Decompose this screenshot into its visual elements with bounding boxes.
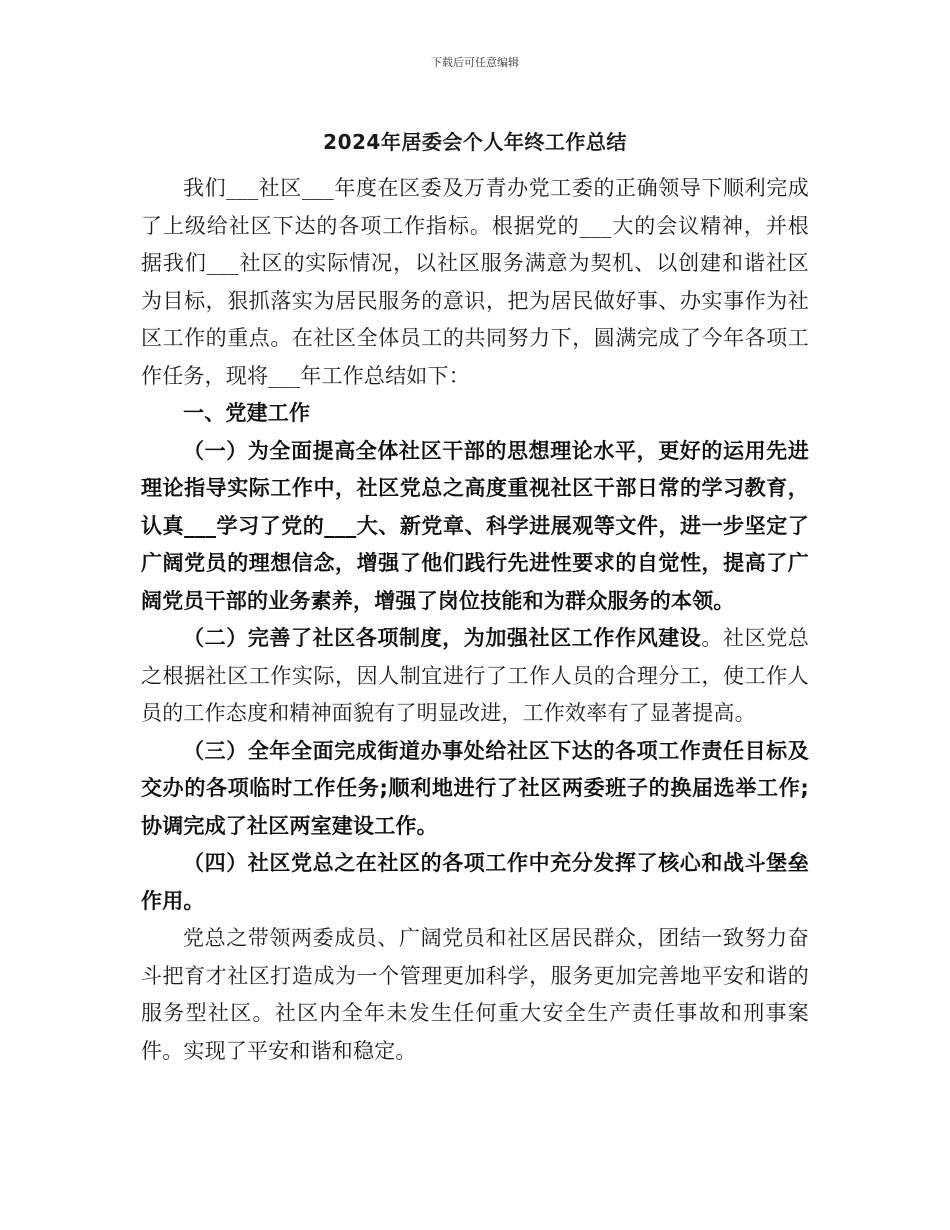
- intro-paragraph: 我们___社区___年度在区委及万青办党工委的正确领导下顺利完成了上级给社区下达的各项工作指标。根据党的___大的会议精神，并根据我们___社区的实际情况，以社区服务满意为契机、以创建和谐社区为目标，狠抓落实为居民服务的意识，把为居民做好事、办实事作为社区工作的重点。在社区全体员工的共同努力下，圆满完成了今年各项工作任务，现将___年工作总结如下：: [141, 176, 809, 388]
- document-body: [141, 170, 809, 1070]
- section-heading-party-building: 一、党建工作: [183, 401, 311, 425]
- item-1-paragraph: （一）为全面提高全体社区干部的思想理论水平，更好的运用先进理论指导实际工作中，社区党总之高度重视社区干部日常的学习教育，认真___学习了党的___大、新党章、科学进展观等文件，进一步坚定了广阔党员的理想信念，增强了他们践行先进性要求的自觉性，提高了广阔党员干部的业务素养，增强了岗位技能和为群众服务的本领。: [141, 438, 809, 613]
- item-2-paragraph: [141, 620, 809, 733]
- item-3-paragraph: （三）全年全面完成街道办事处给社区下达的各项工作责任目标及交办的各项临时工作任务;顺利地进行了社区两委班子的换届选举工作;协调完成了社区两室建设工作。: [141, 738, 809, 838]
- item-2-bold-lead: （二）完善了社区各项制度，为加强社区工作作风建设: [183, 626, 702, 650]
- item-4-paragraph: （四）社区党总之在社区的各项工作中充分发挥了核心和战斗堡垒作用。: [141, 851, 809, 913]
- item-2-text: 。社区党总之根据社区工作实际，因人制宜进行了工作人员的合理分工，使工作人员的工作态度和精神面貌有了明显改进，工作效率有了显著提高。: [141, 626, 809, 725]
- document-title: 2024年居委会个人年终工作总结: [323, 130, 627, 154]
- closing-paragraph: 党总之带领两委成员、广阔党员和社区居民群众，团结一致努力奋斗把育才社区打造成为一个管理更加科学，服务更加完善地平安和谐的服务型社区。社区内全年未发生任何重大安全生产责任事故和刑事案件。实现了平安和谐和稳定。: [141, 926, 809, 1063]
- header-note: 下载后可任意编辑: [431, 56, 519, 69]
